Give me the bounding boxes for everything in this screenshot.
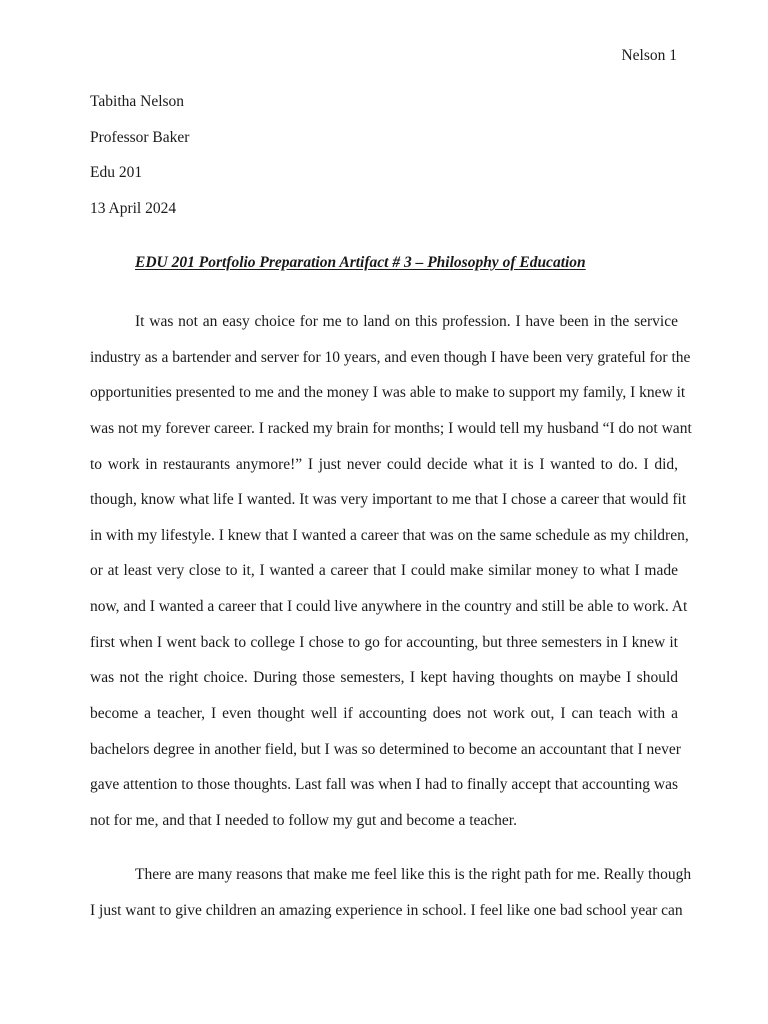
text-line: gave attention to those thoughts. Last fall was when I had to finally accept that accounting was (90, 776, 678, 794)
professor-name: Professor Baker (90, 128, 190, 146)
running-head-page-number: Nelson 1 (621, 47, 677, 64)
paragraph-2 (90, 857, 692, 928)
text-line: first when I went back to college I chose to go for accounting, but three semesters in I knew it (90, 633, 678, 651)
body-text (90, 304, 692, 928)
date: 13 April 2024 (90, 200, 177, 218)
student-name: Tabitha Nelson (90, 93, 185, 110)
course-name: Edu 201 (90, 164, 143, 182)
mla-heading (90, 92, 690, 235)
text-line: opportunities presented to me and the money I was able to make to support my family, I knew it (90, 384, 686, 402)
text-line: industry as a bartender and server for 10 years, and even though I have been very grateful for the (90, 348, 691, 366)
text-line: now, and I wanted a career that I could live anywhere in the country and still be able to work. At (90, 598, 688, 616)
text-line: I just want to give children an amazing experience in school. I feel like one bad school year can (90, 901, 683, 919)
text-line: was not my forever career. I racked my brain for months; I would tell my husband “I do not want (90, 419, 692, 437)
text-line: or at least very close to it, I wanted a career that I could make similar money to what I made (90, 562, 678, 580)
document-title: EDU 201 Portfolio Preparation Artifact # 3 – Philosophy of Education (135, 254, 586, 271)
text-line: become a teacher, I even thought well if accounting does not work out, I can teach with a (90, 705, 678, 723)
paragraph-1 (90, 304, 692, 839)
text-line: It was not an easy choice for me to land on this profession. I have been in the service (135, 313, 678, 330)
text-line: to work in restaurants anymore!” I just never could decide what it is I wanted to do. I did, (90, 455, 678, 473)
text-line: was not the right choice. During those semesters, I kept having thoughts on maybe I should (90, 669, 678, 687)
text-line: There are many reasons that make me feel like this is the right path for me. Really though (135, 866, 692, 884)
text-line: though, know what life I wanted. It was very important to me that I chose a career that would fit (90, 491, 687, 509)
text-line: bachelors degree in another field, but I was so determined to become an accountant that I never (90, 740, 681, 758)
text-line: in with my lifestyle. I knew that I wanted a career that was on the same schedule as my children, (90, 526, 689, 544)
text-line: not for me, and that I needed to follow my gut and become a teacher. (90, 811, 517, 829)
